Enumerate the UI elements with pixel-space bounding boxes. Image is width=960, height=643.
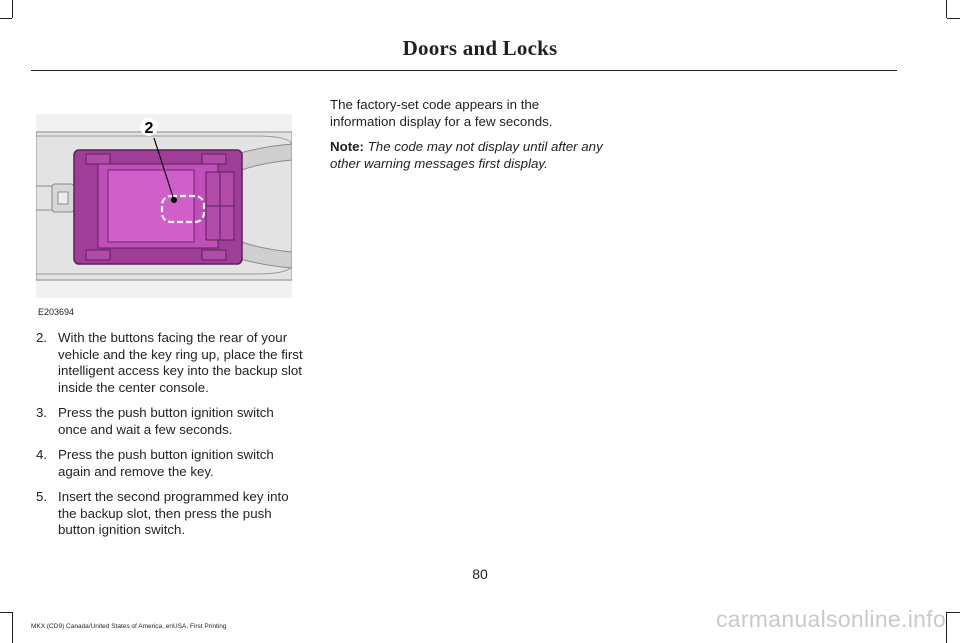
- step-number: 2.: [36, 330, 48, 345]
- crop-mark-top-left-h: [0, 18, 12, 19]
- figure-callout: 2: [144, 120, 154, 137]
- crop-mark-top-right-h: [947, 18, 960, 19]
- note-label: Note:: [330, 139, 364, 154]
- step-item: [36, 489, 306, 539]
- page-title: Doors and Locks: [402, 36, 558, 60]
- step-item: [36, 447, 306, 480]
- step-text: Press the push button ignition switch once and wait a few seconds.: [58, 405, 274, 437]
- footer-edition-text: MKX (CD9) Canada/United States of America, enUSA, First Printing: [31, 623, 227, 630]
- second-column: [330, 97, 605, 181]
- watermark: carmanualsonline.info: [715, 606, 946, 632]
- note-text: The code may not display until after any other warning messages first display.: [330, 139, 603, 171]
- figure-code: E203694: [38, 307, 75, 317]
- crop-mark-top-left-v: [12, 0, 13, 18]
- crop-mark-bottom-right-v: [946, 612, 947, 643]
- step-number: 3.: [36, 405, 48, 420]
- step-item: [36, 330, 306, 396]
- step-text: Press the push button ignition switch again and remove the key.: [58, 447, 274, 479]
- step-text: Insert the second programmed key into the backup slot, then press the push button ignition switch.: [58, 489, 289, 537]
- crop-mark-top-right-v: [946, 0, 947, 18]
- page-number: 80: [472, 566, 488, 582]
- note-paragraph: [330, 139, 605, 172]
- step-number: 4.: [36, 447, 48, 462]
- crop-mark-bottom-left-h: [0, 612, 12, 613]
- step-item: [36, 405, 306, 438]
- crop-mark-bottom-left-v: [12, 612, 13, 643]
- crop-mark-bottom-right-h: [947, 612, 960, 613]
- procedure-steps: [36, 330, 306, 548]
- center-console-illustration: [36, 114, 292, 298]
- header-rule: [31, 70, 897, 71]
- step-number: 5.: [36, 489, 48, 504]
- factory-code-paragraph: The factory-set code appears in the information display for a few seconds.: [330, 97, 553, 129]
- step-text: With the buttons facing the rear of your vehicle and the key ring up, place the first intelligent access key into the backup slot inside the center console.: [58, 330, 303, 395]
